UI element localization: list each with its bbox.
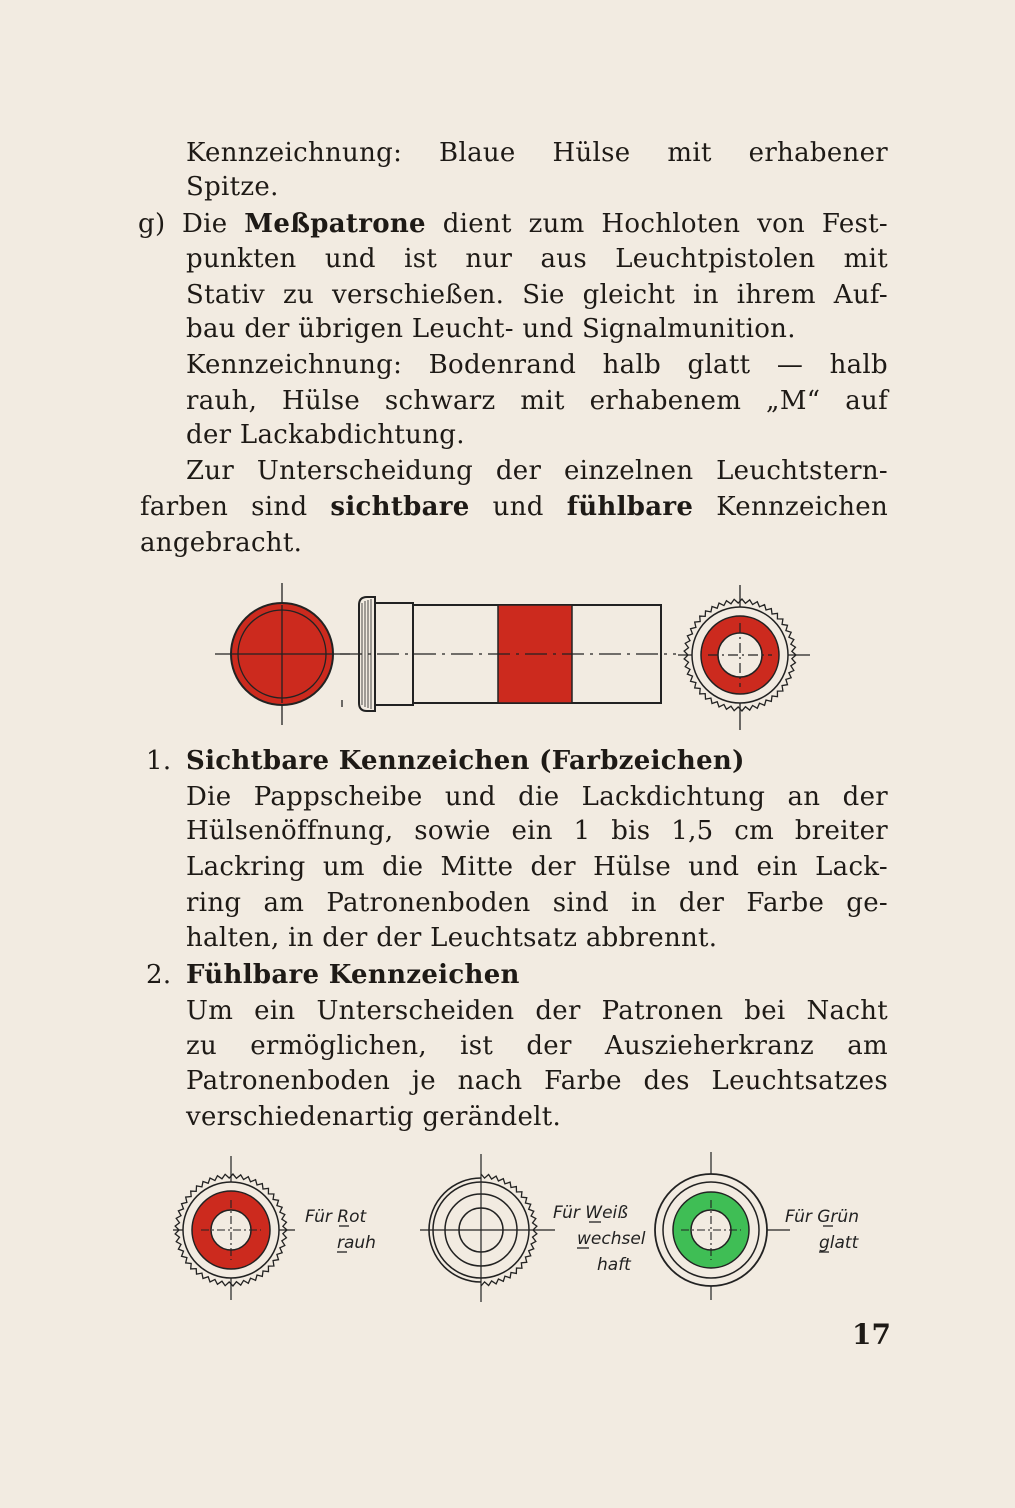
label-rot: Für Rot [305, 1207, 367, 1227]
text-line: Lackring um die Mitte der Hülse und ein Lack- [186, 852, 888, 882]
list-marker: g) [138, 209, 166, 239]
cartridge-diagram-svg [210, 575, 820, 735]
term-sichtbare: sichtbare [330, 492, 470, 522]
cartridge-diagram [210, 575, 820, 735]
text-line [182, 207, 888, 241]
section-heading: Fühlbare Kennzeichen [186, 960, 520, 990]
text-line: Patronenboden je nach Farbe des Leuchtsatzes [186, 1066, 888, 1096]
text-line: Stativ zu verschießen. Sie gleicht in ihrem Auf- [186, 280, 888, 310]
section-number: 1. [146, 746, 172, 776]
base-variant-gruen [655, 1152, 860, 1300]
text-run: und [469, 492, 567, 522]
text-line: rauh, Hülse schwarz mit erhabenem „M“ auf [186, 386, 888, 416]
knurling-diagram-svg [165, 1150, 895, 1310]
text-line: ring am Patronenboden sind in der Farbe ge- [186, 888, 888, 918]
text-line: zu ermöglichen, ist der Auszieherkranz am [186, 1031, 888, 1061]
text-run: Kennzeichen [693, 492, 888, 522]
text-line: punkten und ist nur aus Leuchtpistolen mit [186, 244, 888, 274]
term-messpatrone: Meßpatrone [244, 209, 426, 239]
text-line: der Lackabdichtung. [186, 420, 465, 450]
cartridge-body [340, 597, 676, 711]
text-line: Die Pappscheibe und die Lackdichtung an der [186, 782, 888, 812]
text-line: halten, in der der Leuchtsatz abbrennt. [186, 923, 718, 953]
term-fuehlbare: fühlbare [566, 492, 694, 522]
label-wechsel: wechsel [577, 1229, 646, 1249]
text-line: Kennzeichnung: Blaue Hülse mit erhabener [186, 138, 888, 168]
page-number: 17 [852, 1318, 891, 1351]
label-gruen: Für Grün [785, 1207, 859, 1227]
text-line: Spitze. [186, 172, 279, 202]
text-line: bau der übrigen Leucht- und Signalmunition. [186, 314, 796, 344]
text-run: dient zum Hochloten von Fest- [425, 209, 889, 239]
label-glatt: glatt [819, 1233, 859, 1253]
text-line: Um ein Unterscheiden der Patronen bei Nacht [186, 996, 888, 1026]
text-line: Hülsenöffnung, sowie ein 1 bis 1,5 cm breiter [186, 816, 888, 846]
label-haft: haft [597, 1255, 631, 1275]
section-heading: Sichtbare Kennzeichen (Farbzeichen) [186, 746, 745, 776]
cartridge-base-view [678, 585, 810, 730]
base-variant-weiss [420, 1154, 646, 1302]
knurling-diagram [165, 1150, 895, 1310]
text-run: Die [182, 209, 245, 239]
text-line: Zur Unterscheidung der einzelnen Leuchtstern- [186, 456, 888, 486]
text-line: angebracht. [140, 528, 303, 558]
section-number: 2. [146, 960, 172, 990]
text-line: verschiedenartig gerändelt. [186, 1102, 562, 1132]
text-run: farben sind [140, 492, 331, 522]
label-weiss: Für Weiß [553, 1203, 628, 1223]
base-variant-rot [173, 1156, 376, 1300]
text-line [140, 490, 888, 524]
label-rauh: rauh [337, 1233, 376, 1253]
text-line: Kennzeichnung: Bodenrand halb glatt — halb [186, 350, 888, 380]
